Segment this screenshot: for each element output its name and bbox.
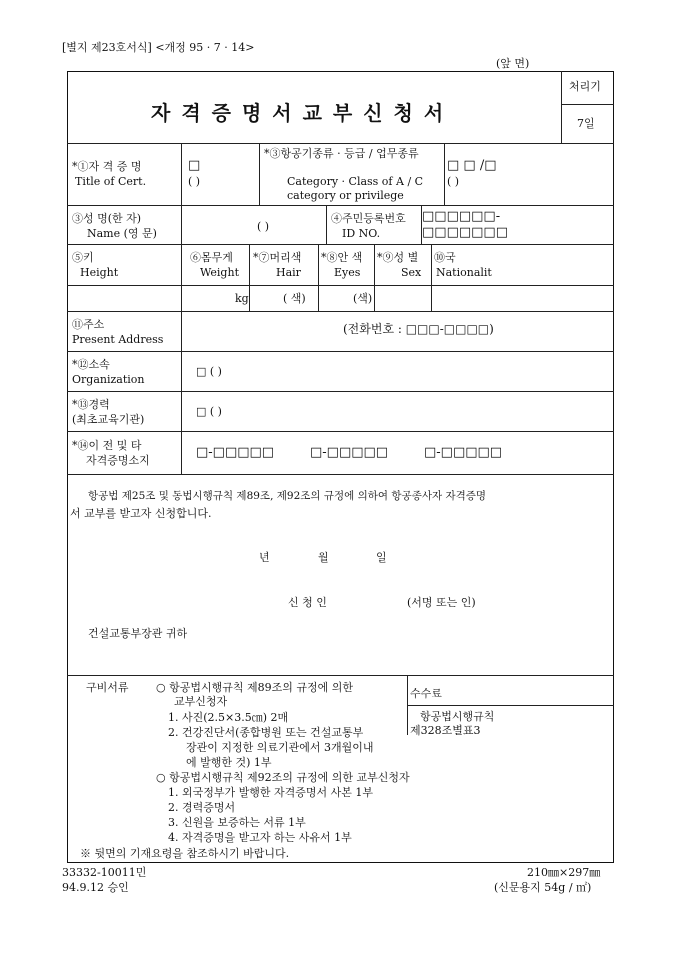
height-label: ⑤키 <box>72 251 94 264</box>
prev-cert-input-1[interactable]: □-□□□□□ <box>196 445 275 460</box>
career-label-en: (최초교육기관) <box>72 413 145 426</box>
prev-cert-input-2[interactable]: □-□□□□□ <box>310 445 389 460</box>
declaration-line-2: 서 교부를 받고자 신청합니다. <box>70 507 212 520</box>
rule-v-r3b <box>318 244 319 311</box>
rule-row9 <box>67 675 614 676</box>
doc-item-8: 2. 경력증명서 <box>168 801 236 814</box>
rule-row2 <box>67 244 614 245</box>
form-title: 자격증명서교부신청서 <box>151 101 455 125</box>
fee-label: 수수료 <box>410 687 442 700</box>
rule-title <box>67 143 614 144</box>
processing-period: 7일 <box>577 117 595 130</box>
rule-v-fee <box>407 675 408 735</box>
prev-cert-input-3[interactable]: □-□□□□□ <box>424 445 503 460</box>
doc-item-0: ○ 항공법시행규칙 제89조의 규정에 의한 <box>156 681 353 694</box>
approval-date: 94.9.12 승인 <box>62 881 129 894</box>
signature-field[interactable]: (서명 또는 인) <box>407 596 476 609</box>
sex-label: *⑨성 별 <box>377 251 419 264</box>
phone-input[interactable]: (전화번호 : □□□-□□□□) <box>343 322 494 336</box>
rule-row6 <box>67 391 614 392</box>
paper-size: 210㎜×297㎜ <box>527 866 601 879</box>
form-reference: [별지 제23호서식] <개정 95 · 7 · 14> <box>62 41 255 54</box>
rule-v-r3c <box>374 244 375 311</box>
name-label-en: Name (영 문) <box>87 227 157 240</box>
rule-v-processing <box>561 71 562 143</box>
career-label: *⑬경력 <box>72 398 110 411</box>
doc-item-3: 2. 건강진단서(종합병원 또는 건설교통부 <box>168 726 364 739</box>
declaration-line-1: 항공법 제25조 및 동법시행규칙 제89조, 제92조의 규정에 의하여 항공종사자 자격증명 <box>88 490 487 502</box>
rule-row5 <box>67 351 614 352</box>
aircraft-category-label: *③항공기종류 · 등급 / 업무종류 <box>264 147 419 160</box>
date-day: 일 <box>376 551 387 564</box>
rule-v-r3d <box>431 244 432 311</box>
rule-v-labels <box>181 143 182 474</box>
addressee: 건설교통부장관 귀하 <box>88 627 188 640</box>
date-year: 년 <box>259 551 270 564</box>
career-input[interactable]: □ ( ) <box>196 405 222 418</box>
rule-row7 <box>67 431 614 432</box>
org-label-en: Organization <box>72 373 145 386</box>
cert-title-label: *①자 격 증 명 <box>72 160 142 173</box>
category-checkboxes[interactable]: □ □ /□ <box>447 158 497 173</box>
processing-label: 처리기 <box>569 80 601 93</box>
documents-note: ※ 뒷면의 기재요령을 참조하시기 바랍니다. <box>80 847 290 860</box>
name-label: ③성 명(한 자) <box>72 212 142 225</box>
eyes-label: *⑧안 색 <box>321 251 363 264</box>
documents-label: 구비서류 <box>86 681 129 694</box>
name-input[interactable]: ( ) <box>257 220 270 233</box>
paper-type: (신문용지 54g / ㎡) <box>494 881 592 894</box>
page-side-label: (앞 면) <box>496 57 530 70</box>
prev-cert-label: *⑭이 전 및 타 <box>72 439 142 452</box>
hair-color-input[interactable]: ( 색) <box>283 292 306 305</box>
cert-title-label-en: Title of Cert. <box>75 175 147 188</box>
weight-unit: kg <box>235 292 249 305</box>
rrn-label: ④주민등록번호 <box>331 212 406 225</box>
rule-processing <box>561 104 614 105</box>
rule-row8 <box>67 474 614 475</box>
rrn-label-en: ID NO. <box>342 227 381 240</box>
category-input[interactable]: ( ) <box>447 175 460 188</box>
doc-item-7: 1. 외국정부가 발행한 자격증명서 사본 1부 <box>168 786 373 799</box>
rule-v-r2a <box>326 205 327 244</box>
aircraft-category-label-en2: category or privilege <box>287 189 404 202</box>
rrn-input-back[interactable]: □□□□□□□ <box>422 225 508 240</box>
aircraft-category-label-en: Category · Class of A / C <box>287 175 424 188</box>
doc-item-1: 교부신청자 <box>174 695 228 708</box>
cert-input[interactable]: ( ) <box>188 175 201 188</box>
eye-color-input[interactable]: (색) <box>353 292 373 305</box>
eyes-label-en: Eyes <box>334 266 361 279</box>
hair-label-en: Hair <box>276 266 301 279</box>
sex-label-en: Sex <box>401 266 422 279</box>
prev-cert-label-2: 자격증명소지 <box>86 454 150 467</box>
fee-rule-1: 항공법시행규칙 <box>420 710 495 723</box>
doc-item-9: 3. 신원을 보증하는 서류 1부 <box>168 816 306 829</box>
cert-checkbox[interactable]: □ <box>188 158 201 173</box>
doc-item-6: ○ 항공법시행규칙 제92조의 규정에 의한 교부신청자 <box>156 771 410 784</box>
doc-item-10: 4. 자격증명을 받고자 하는 사유서 1부 <box>168 831 352 844</box>
address-label: ⑪주소 <box>72 318 105 331</box>
address-label-en: Present Address <box>72 333 164 346</box>
form-code: 33332-10011민 <box>62 866 147 879</box>
applicant-label: 신 청 인 <box>288 596 327 609</box>
org-label: *⑫소속 <box>72 358 110 371</box>
org-input[interactable]: □ ( ) <box>196 365 222 378</box>
rule-row4 <box>67 311 614 312</box>
nationality-label-en: Nationalit <box>436 266 492 279</box>
date-month: 월 <box>318 551 329 564</box>
rule-row3 <box>67 285 614 286</box>
rule-row1 <box>67 205 614 206</box>
height-label-en: Height <box>80 266 119 279</box>
rule-v-r3a <box>249 244 250 311</box>
hair-label: *⑦머리색 <box>253 251 302 264</box>
weight-label-en: Weight <box>200 266 239 279</box>
fee-rule-2: 제328조별표3 <box>410 724 481 737</box>
weight-label: ⑥몸무게 <box>190 251 233 264</box>
rule-v-r1b <box>444 143 445 205</box>
doc-item-4: 장관이 지정한 의료기관에서 3개월이내 <box>186 741 374 754</box>
rrn-input-front[interactable]: □□□□□□- <box>422 209 501 224</box>
nationality-label: ⑩국 <box>434 251 456 264</box>
rule-v-r1a <box>259 143 260 205</box>
doc-item-2: 1. 사진(2.5×3.5㎝) 2매 <box>168 711 289 724</box>
rule-fee <box>407 705 614 706</box>
doc-item-5: 에 발행한 것) 1부 <box>186 756 272 769</box>
